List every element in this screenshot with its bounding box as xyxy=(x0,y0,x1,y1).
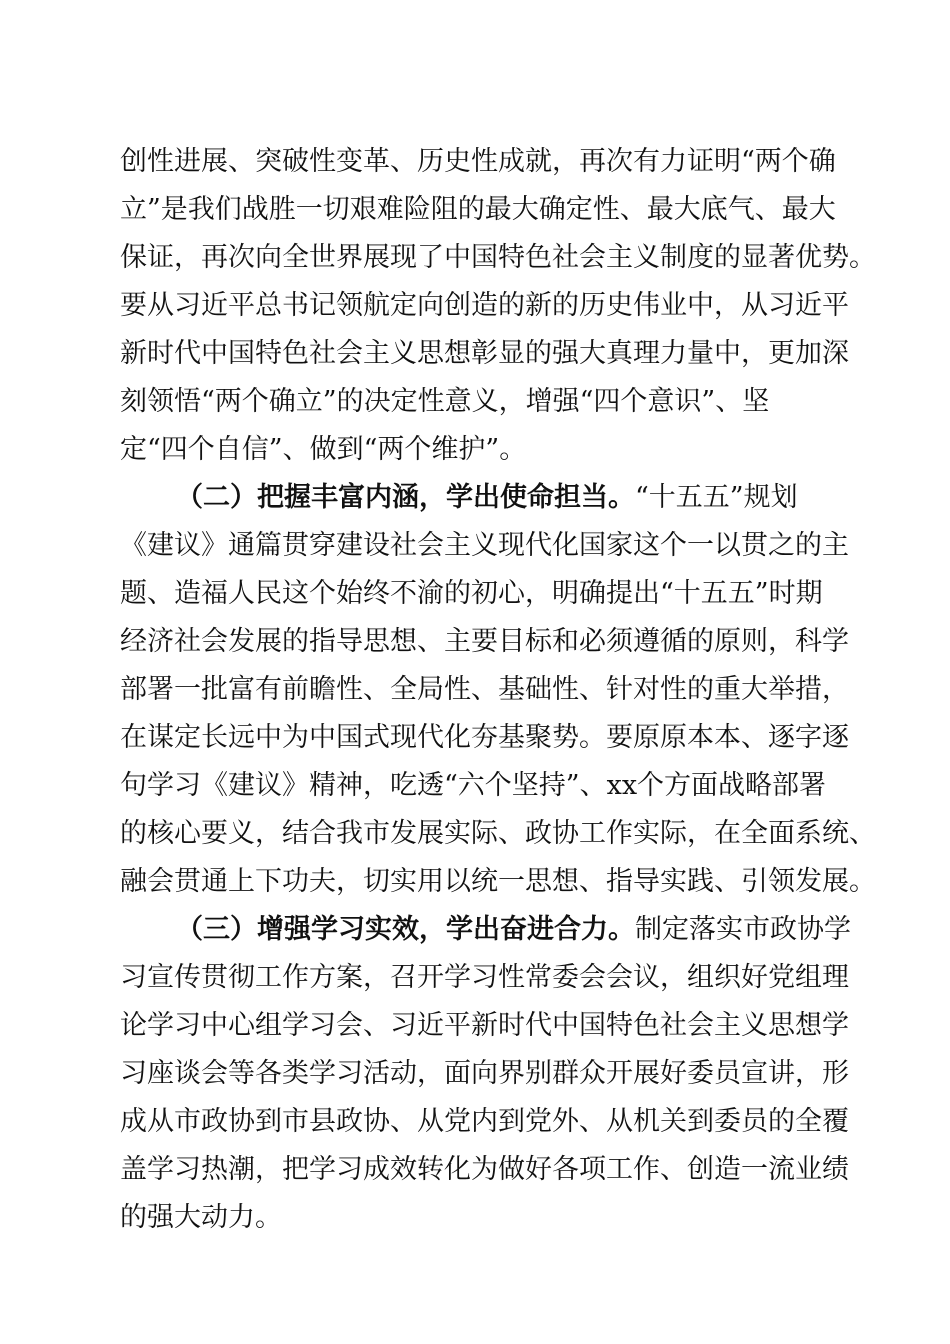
paragraph-2-line-5: 部署一批富有前瞻性、全局性、基础性、针对性的重大举措， xyxy=(120,674,849,705)
paragraph-2-line-7: 句学习《建议》精神，吃透“六个坚持”、xx个方面战略部署 xyxy=(120,770,827,801)
paragraph-3-line-2: 习宣传贯彻工作方案，召开学习性常委会会议，组织好党组理 xyxy=(120,962,849,993)
paragraph-2-heading: （二）把握丰富内涵，学出使命担当。 xyxy=(176,482,635,513)
paragraph-2-line-2: 《建议》通篇贯穿建设社会主义现代化国家这个一以贯之的主 xyxy=(120,530,849,561)
paragraph-2-line-6: 在谋定长远中为中国式现代化夯基聚势。要原原本本、逐字逐 xyxy=(120,722,849,753)
paragraph-1-line-6: 刻领悟“两个确立”的决定性意义，增强“四个意识”、坚 xyxy=(120,386,770,417)
paragraph-1-line-1: 创性进展、突破性变革、历史性成就，再次有力证明“两个确 xyxy=(120,146,836,177)
paragraph-1-line-3: 保证，再次向全世界展现了中国特色社会主义制度的显著优势。 xyxy=(120,242,876,273)
paragraph-1-line-4: 要从习近平总书记领航定向创造的新的历史伟业中，从习近平 xyxy=(120,290,849,321)
paragraph-3-line-5: 成从市政协到市县政协、从党内到党外、从机关到委员的全覆 xyxy=(120,1106,849,1137)
paragraph-2-line-9: 融会贯通上下功夫，切实用以统一思想、指导实践、引领发展。 xyxy=(120,866,876,897)
paragraph-3-line-3: 论学习中心组学习会、习近平新时代中国特色社会主义思想学 xyxy=(120,1010,849,1041)
paragraph-1-line-5: 新时代中国特色社会主义思想彰显的强大真理力量中，更加深 xyxy=(120,338,849,369)
paragraph-2-line-1 xyxy=(176,478,798,518)
paragraph-1-line-7: 定“四个自信”、做到“两个维护”。 xyxy=(120,434,527,465)
paragraph-3-line-7: 的强大动力。 xyxy=(120,1202,282,1233)
paragraph-1-line-2: 立”是我们战胜一切艰难险阻的最大确定性、最大底气、最大 xyxy=(120,194,836,225)
paragraph-2-line-3: 题、造福人民这个始终不渝的初心，明确提出“十五五”时期 xyxy=(120,578,823,609)
paragraph-3-line-4: 习座谈会等各类学习活动，面向界别群众开展好委员宣讲，形 xyxy=(120,1058,849,1089)
paragraph-2-line-1-rest: “十五五”规划 xyxy=(635,482,798,513)
paragraph-2-line-4: 经济社会发展的指导思想、主要目标和必须遵循的原则，科学 xyxy=(120,626,849,657)
paragraph-3-line-1 xyxy=(176,910,851,950)
paragraph-2-line-8: 的核心要义，结合我市发展实际、政协工作实际，在全面系统、 xyxy=(120,818,876,849)
paragraph-3-line-1-rest: 制定落实市政协学 xyxy=(635,914,851,945)
paragraph-3-line-6: 盖学习热潮，把学习成效转化为做好各项工作、创造一流业绩 xyxy=(120,1154,849,1185)
paragraph-3-heading: （三）增强学习实效，学出奋进合力。 xyxy=(176,914,635,945)
